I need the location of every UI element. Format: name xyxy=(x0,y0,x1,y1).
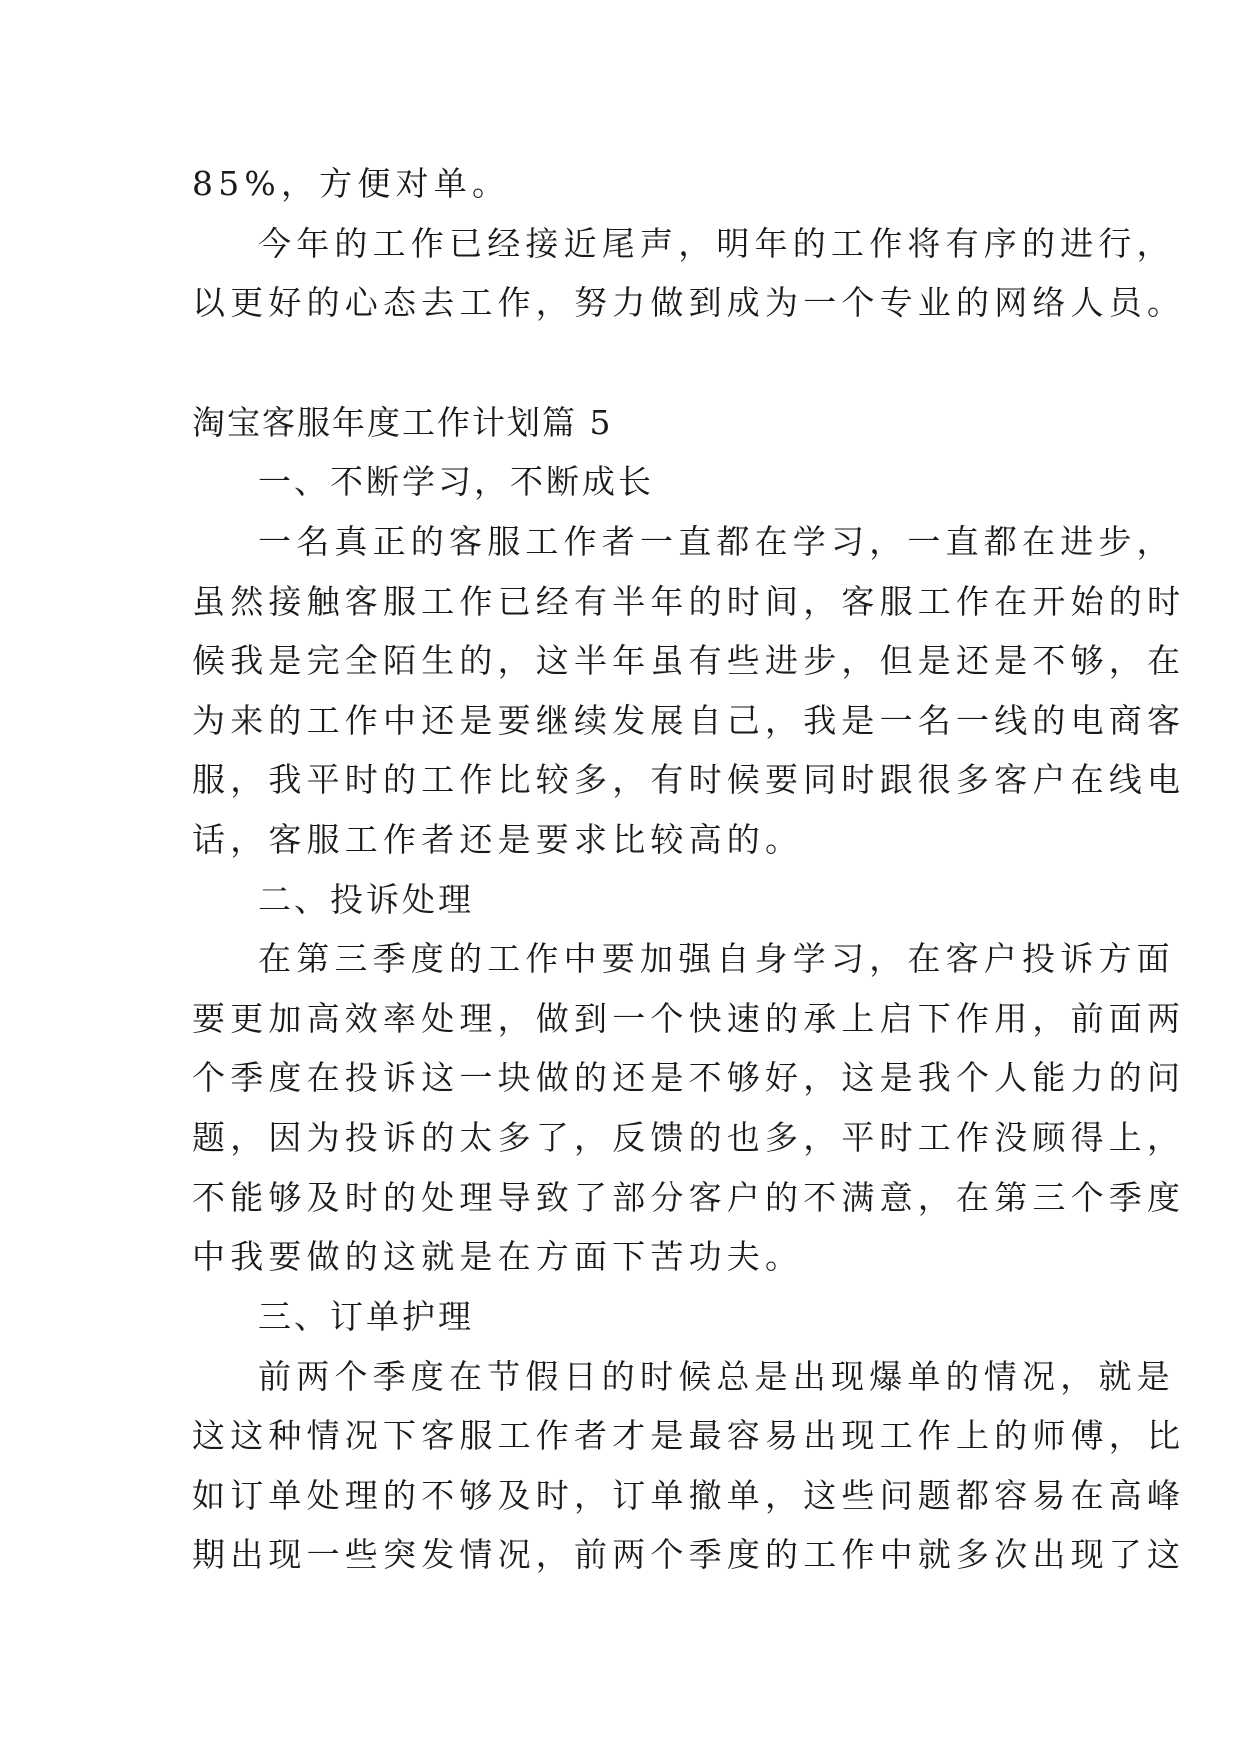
paragraph-line: 一名真正的客服工作者一直都在学习，一直都在进步， xyxy=(258,522,1175,561)
paragraph-line: 话，客服工作者还是要求比较高的。 xyxy=(192,820,804,859)
paragraph-line: 今年的工作已经接近尾声，明年的工作将有序的进行， xyxy=(258,224,1175,263)
paragraph-line: 这这种情况下客服工作者才是最容易出现工作上的师傅，比 xyxy=(192,1416,1186,1455)
section-heading-2: 二、投诉处理 xyxy=(258,880,474,919)
paragraph-line: 在第三季度的工作中要加强自身学习，在客户投诉方面 xyxy=(258,939,1175,978)
text-line-continuation: 85%，方便对单。 xyxy=(192,164,511,203)
paragraph-line: 要更加高效率处理，做到一个快速的承上启下作用，前面两 xyxy=(192,999,1186,1038)
paragraph-line: 个季度在投诉这一块做的还是不够好，这是我个人能力的问 xyxy=(192,1058,1186,1097)
paragraph-line: 候我是完全陌生的，这半年虽有些进步，但是还是不够，在 xyxy=(192,641,1186,680)
paragraph-line: 为来的工作中还是要继续发展自己，我是一名一线的电商客 xyxy=(192,701,1186,740)
section-heading-1: 一、不断学习，不断成长 xyxy=(258,462,654,501)
paragraph-line: 中我要做的这就是在方面下苦功夫。 xyxy=(192,1237,804,1276)
paragraph-line: 虽然接触客服工作已经有半年的时间，客服工作在开始的时 xyxy=(192,582,1186,621)
paragraph-line: 不能够及时的处理导致了部分客户的不满意，在第三个季度 xyxy=(192,1178,1186,1217)
paragraph-line: 题，因为投诉的太多了，反馈的也多，平时工作没顾得上， xyxy=(192,1118,1186,1157)
paragraph-line: 期出现一些突发情况，前两个季度的工作中就多次出现了这 xyxy=(192,1535,1186,1574)
section-heading-3: 三、订单护理 xyxy=(258,1297,474,1336)
paragraph-line: 如订单处理的不够及时，订单撤单，这些问题都容易在高峰 xyxy=(192,1476,1186,1515)
paragraph-line: 前两个季度在节假日的时候总是出现爆单的情况，就是 xyxy=(258,1357,1175,1396)
section-title: 淘宝客服年度工作计划篇 5 xyxy=(192,403,613,442)
paragraph-line: 服，我平时的工作比较多，有时候要同时跟很多客户在线电 xyxy=(192,760,1186,799)
paragraph-line: 以更好的心态去工作，努力做到成为一个专业的网络人员。 xyxy=(192,283,1186,322)
